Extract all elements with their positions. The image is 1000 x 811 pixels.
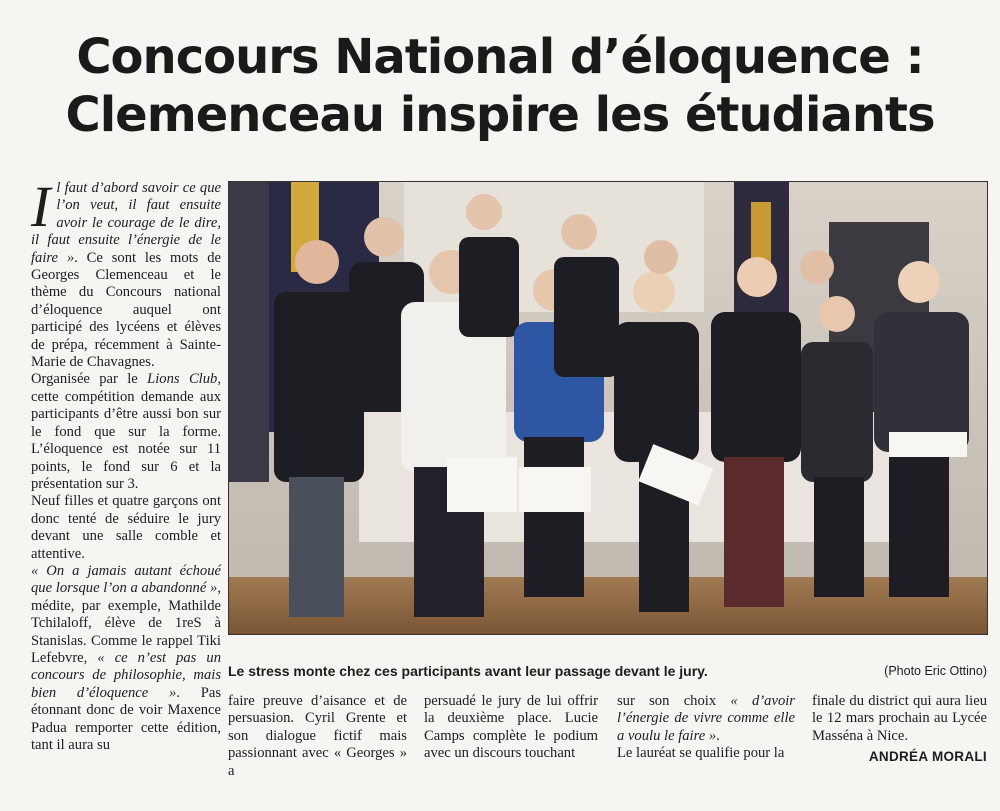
paragraph-text: , cette compétition demande aux participants d’être aussi bon sur le fond que sur la forme. L’éloquence est notée sur 11 points, le fond sur 6 et la présentation sur 3. (31, 371, 221, 492)
paragraph-quotes (31, 563, 221, 754)
paragraph-laureat: Le lauréat se qualifie pour la (617, 745, 785, 762)
paragraph-choice (617, 693, 795, 745)
photo-caption: Le stress monte chez ces participants avant leur passage devant le jury. (228, 663, 708, 679)
lead-quote: l faut d’abord savoir ce que l’on veut, il faut ensuite avoir le courage de le dire, il faut ensuite l’énergie de le faire » (31, 180, 221, 266)
paragraph-text: . (716, 727, 720, 744)
paragraph-text: finale du district qui aura lieu le 12 mars prochain au Lycée Masséna à Nice. (812, 693, 987, 744)
lead-text: . Ce sont les mots de Georges Clemenceau et le thème du Concours national d’éloquence auquel ont participé des lycéens et élèves de prépa, récemment à Sainte-Marie de Chavagnes. (31, 249, 221, 371)
article-column-4 (617, 693, 795, 763)
participants-photo (228, 181, 988, 635)
paragraph-text: faire preuve d’aisance et de persuasion. Cyril Grente et son dialogue fictif mais passionnant avec « Georges » a (228, 693, 407, 779)
drop-cap: I (31, 174, 51, 239)
article-column-1 (31, 174, 221, 754)
headline-line-2: Clemenceau inspire les étudiants (65, 87, 935, 143)
article-column-2 (228, 693, 407, 780)
paragraph-participants: Neuf filles et quatre garçons ont donc tenté de séduire le jury devant une salle comble et attentive. (31, 493, 221, 562)
paragraph-text: , médite, par exemple, Mathilde Tchilaloff, élève de 1reS à Stanislas. Comme le rappel Tiki Lefebvre, (31, 580, 221, 666)
headline-line-1: Concours National d’éloquence : (76, 29, 924, 85)
photo-credit: (Photo Eric Ottino) (884, 664, 987, 678)
article-column-3 (424, 693, 598, 763)
lead-paragraph (31, 174, 221, 371)
author-signature: ANDRÉA MORALI (868, 749, 987, 764)
article-column-5 (812, 693, 987, 745)
quote-mathilde: « On a jamais autant échoué que lorsque l’on a abandonné » (31, 562, 221, 597)
paragraph-text: sur son choix (617, 693, 717, 709)
paragraph-organisation (31, 371, 221, 493)
paragraph-text: Organisée par le (31, 371, 148, 388)
paragraph-text: . Pas étonnant donc de voir Maxence Padua remporter cette édition, tant il aura su (31, 684, 221, 753)
quote-lucie: « d’avoir l’énergie de vivre comme elle a voulu le faire » (617, 693, 795, 744)
lions-club-text: Lions Club (147, 371, 218, 388)
headline (0, 28, 1000, 144)
quote-tiki: « ce n’est pas un concours de philosophie, mais bien d’éloquence » (31, 649, 221, 701)
paragraph-text: persuadé le jury de lui offrir la deuxième place. Lucie Camps complète le podium avec un discours touchant (424, 693, 598, 762)
group-photo-illustration (229, 182, 987, 634)
